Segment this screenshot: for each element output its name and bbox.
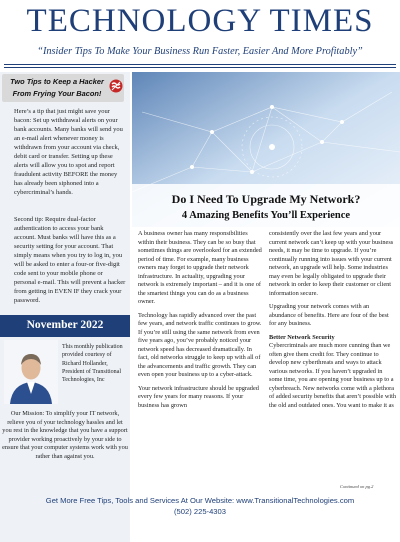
mission-statement: Our Mission: To simplify your IT network, relieve you of your technology hassles and let you rest in the knowledge that you have a support provider working proactively by your side to ensure that your computer systems work with you rather than against you. bbox=[2, 410, 128, 460]
article-paragraph: Your network infrastructure should be upgraded every few years for many reasons. If your business has grown bbox=[138, 384, 259, 409]
masthead-rule-top bbox=[4, 64, 396, 65]
tip-paragraph-2: Second tip: Require dual-factor authentication to access your bank account. Must banks will have this as a security setting for your account. That simply means when you try to log in, you will be asked to enter a four-or five-digit code sent to your mobile phone or personal e-mail. This will prevent a hacker from getting in EVEN IF they crack your password. bbox=[14, 216, 126, 304]
masthead-rule-bottom bbox=[4, 67, 396, 68]
article-paragraph: A business owner has many responsibilities within their business. They can be so busy that sometimes things are overlooked for an extended period of time. For example, many business owners may forget to upgrade their network infrastructure. In actuality, upgrading your network is extremely important – and it is one of the smartest things you can do as a business owner. bbox=[138, 230, 262, 305]
footer-phone: (502) 225-4303 bbox=[174, 507, 226, 516]
bacon-badge-icon bbox=[109, 79, 123, 93]
author-photo bbox=[4, 340, 58, 404]
article-paragraph: Technology has rapidly advanced over the past few years, and network traffic continues to grow. If you’re still using the same network from even five years ago, you’ve probably noticed your network speed has decreased dramatically. In fact, old networks struggle to keep up with all of the advancements and traffic growth. They can even open your business up to a cyber-attack. bbox=[138, 311, 262, 378]
tip-paragraph-1: Here’s a tip that just might save your bacon: Set up withdrawal alerts on your bank accounts. Many banks will send you an e-mail alert whenever money is withdrawn from your account via check, debit card or transfer. Setting up these alerts will allow you to spot and report fraudulent activity BEFORE the money has already been siphoned into a cybercriminal’s hands. bbox=[14, 108, 123, 196]
article-paragraph: Upgrading your network comes with an abundance of benefits. Here are four of the best for any business. bbox=[269, 303, 389, 327]
footer-website: Get More Free Tips, Tools and Services At Our Website: www.TransitionalTechnologies.com bbox=[45, 496, 355, 505]
issue-month-banner bbox=[0, 315, 130, 337]
article-headline: Do I Need To Upgrade My Network? bbox=[171, 192, 361, 206]
article-paragraph: Cybercriminals are much more cunning than we often give them credit for. They continue to develop new cyberthreats and ways to attack various networks. If you haven’t upgraded in some time, you are opening your business up to a cyberbreach. New networks come with a plethora of added security benefits that aren’t possible with the old and outdated ones. You want to make it as bbox=[269, 342, 397, 409]
masthead-tagline: “Insider Tips To Make Your Business Run Faster, Easier And More Profitably” bbox=[37, 46, 363, 57]
tip-banner-title: Two Tips to Keep a Hacker From Frying Your Bacon! bbox=[10, 77, 104, 98]
masthead-title: TECHNOLOGY TIMES bbox=[26, 3, 374, 39]
tip-banner bbox=[2, 74, 124, 102]
article-column-2 bbox=[269, 230, 396, 415]
courtesy-note: This monthly publication provided courtesy of Richard Hollander, President of Transitional Technologies, Inc bbox=[62, 344, 123, 384]
article-paragraph: consistently over the last few years and your current network can’t keep up with your business needs, it may be time to upgrade. If you’re continually running into issues with your current network, an upgrade will help. Some industries may even be legally obligated to upgrade their network in order to keep their customer or client information secure. bbox=[269, 230, 394, 297]
article-column-1 bbox=[138, 230, 263, 415]
section-heading: Better Network Security bbox=[269, 333, 335, 341]
issue-month: November 2022 bbox=[26, 319, 104, 331]
continued-note: Continued on pg.2 bbox=[340, 484, 374, 489]
article-subhead: 4 Amazing Benefits You’ll Experience bbox=[181, 210, 351, 221]
